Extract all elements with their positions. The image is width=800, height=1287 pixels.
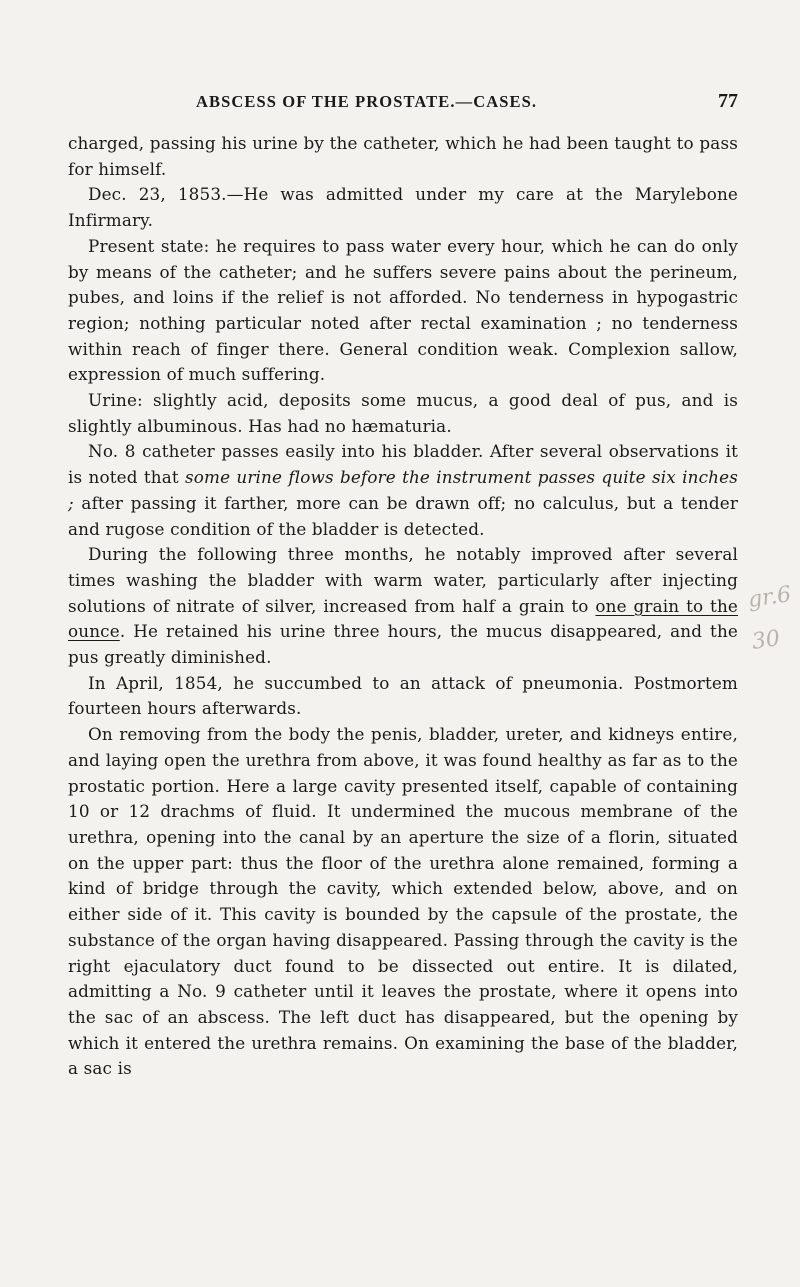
paragraph-continued	[68, 131, 738, 182]
underlined-text: one grain to the ounce	[68, 595, 738, 642]
italic-text: some urine flows before the instrument passes quite six inches ;	[68, 467, 738, 513]
body-text	[68, 131, 738, 1082]
paragraph	[68, 234, 738, 388]
text-run: . He retained his urine three hours, the mucus disappeared, and the pus greatly diminished.	[68, 621, 738, 668]
margin-annotation: 30	[750, 626, 782, 655]
text-run: after passing it farther, more can be drawn off; no calculus, but a tender and rugose condition of the bladder is detected.	[68, 492, 738, 539]
paragraph	[68, 439, 738, 542]
text-run: On removing from the body the penis, bladder, ureter, and kidneys entire, and laying open the urethra from above, it was found healthy as far as to the prostatic portion. Here a large cavity presented itself, capable of containing 10 or 12 drachms of fluid. It undermined the mucous membrane of the urethra, opening into the canal by an aperture the size of a florin, situated on the upper part: thus the floor of the urethra alone remained, forming a kind of bridge through the cavity, which extended below, above, and on either side of it. This cavity is bounded by the capsule of the prostate, the substance of the organ having disappeared. Passing through the cavity is the right ejaculatory duct found to be dissected out entire. It is dilated, admitting a No. 9 catheter until it leaves the prostate, where it opens into the sac of an abscess. The left duct has disappeared, but the opening by which it entered the urethra remains. On examining the base of the bladder, a sac is	[68, 724, 738, 1079]
text-run: Dec. 23, 1853.—He was admitted under my care at the Marylebone Infirmary.	[68, 184, 738, 231]
paragraph	[68, 542, 738, 671]
running-head: ABSCESS OF THE PROSTATE.—CASES.	[196, 92, 538, 111]
paragraph	[68, 182, 738, 233]
text-run: No. 8 catheter passes easily into his bladder. After several observations it is noted that	[68, 441, 738, 488]
text-run: During the following three months, he notably improved after several times washing the bladder with warm water, particularly after injecting solutions of nitrate of silver, increased from half a grain to	[68, 544, 738, 616]
paragraph	[68, 388, 738, 439]
text-run: In April, 1854, he succumbed to an attack of pneumonia. Postmortem fourteen hours afterwards.	[68, 672, 738, 719]
page-header	[68, 92, 738, 118]
text-run: Present state: he requires to pass water every hour, which he can do only by means of the catheter; and he suffers severe pains about the perineum, pubes, and loins if the relief is not afforded. No tenderness in hypogastric region; nothing particular noted after rectal examination ; no tenderness within reach of finger there. General condition weak. Complexion sallow, expression of much suffering.	[68, 235, 738, 385]
paragraph	[68, 722, 738, 1082]
margin-annotation: gr.6	[746, 582, 793, 613]
text-run: charged, passing his urine by the catheter, which he had been taught to pass for himself.	[68, 133, 738, 179]
page-number: 77	[718, 90, 738, 112]
text-run: Urine: slightly acid, deposits some mucus, a good deal of pus, and is slightly albuminous. Has had no hæmaturia.	[68, 390, 738, 436]
paragraph	[68, 671, 738, 722]
